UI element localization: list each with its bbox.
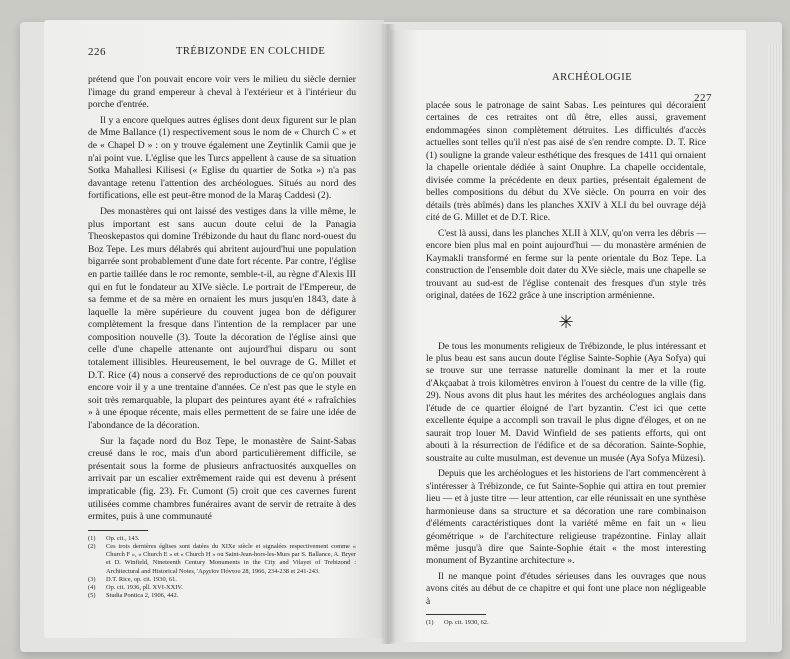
- footnote-text: Studia Pontica 2, 1906, 442.: [106, 592, 179, 600]
- footnote: [88, 592, 356, 600]
- footnote-text: Op. cit. 1936, pll. XVI-XXIV.: [106, 584, 183, 591]
- footnote: [88, 584, 356, 592]
- section-separator: ✳: [558, 311, 574, 332]
- footnote-rule: [88, 530, 148, 531]
- footnote-text: D.T. Rice, op. cit. 1930, 61.: [106, 575, 177, 583]
- paragraph: prétend que l'on pouvait encore voir vers le milieu du siècle dernier l'image du grand empereur à cheval à l'extérieur et à l'intérieur du porche d'entrée.: [88, 74, 356, 111]
- left-page-number: 226: [88, 46, 106, 58]
- footnote-text: Ces trois dernières églises sont datées du XIXe siècle et signalées respectivement comme « Church F », « Church E » et « Church H » ou Saint-Jean-hors-les-Murs par S. Ballance, A. Bryer et D. Winfield, Nineteenth Century Monuments in the City and Vilayet of Trebizond : Architectural and Historical Notes, 'Αρχεῖον Πόντου 28, 1966, 234-238 et 241-243.: [106, 542, 356, 575]
- paragraph: Il ne manque point d'études sérieuses dans les ouvrages que nous avons cités au début de ce chapitre et qui font une place non négligeable à: [426, 571, 706, 607]
- paragraph: Depuis que les archéologues et les historiens de l'art commencèrent à s'intéresser à Trébizonde, ce fut Sainte-Sophie qui attira en tout premier lieu — et à juste titre — leur attention, car elle réunissait en une synthèse harmonieuse dans sa structure et sa décoration une rare combinaison d'éléments caractéristiques dont la variété même en fait un « lieu géométrique » de l'architecture religieuse trapézontine. Finlay allait même jusqu'à dire que Sainte-Sophie était « the most interesting monument of Byzantine architecture ».: [426, 469, 706, 567]
- footnote-number: (3): [88, 575, 96, 583]
- footnote-number: (5): [88, 592, 96, 600]
- footnote: [88, 576, 356, 584]
- right-page-number: 227: [694, 92, 712, 104]
- footnote-rule: [426, 614, 486, 615]
- left-page-body: [88, 74, 356, 600]
- paragraph: Il y a encore quelques autres églises dont deux figurent sur le plan de Mme Ballance (1) respectivement sous le nom de « Church C » et de « Chapel D » : on y trouve également une Zeytinlik Camii que je n'ai point vue. L'église que les Turcs appellent à cause de sa situation Sotka Mahallesi Kilisesi (« Eglise du quartier de Sotka ») n'a pas davantage retenu l'attention des archéologues. Situés au nord des fortifications, elle est peut-être monod de la Maraş Caddesi (2).: [88, 114, 356, 202]
- footnote: [88, 535, 356, 543]
- footnote: [426, 619, 706, 627]
- paragraph: C'est là aussi, dans les planches XLII à XLV, qu'on verra les débris — encore bien plus mal en point aujourd'hui — du monastère arménien de Kaymakli transformé en ferme sur la pente orientale du Boz Tepe. La construction de l'ensemble doit dater du XVe siècle, mais une chapelle se trouvant au sud-est de l'église contenait des fresques d'un style très original, datées de 1622 grâce à une inscription arménienne.: [426, 228, 706, 302]
- footnote: [88, 543, 356, 576]
- paragraph: Sur la façade nord du Boz Tepe, le monastère de Saint-Sabas creusé dans le roc, mais d'un abord particulièrement difficile, se présentait sous la forme de plusieurs anfractuosités auxquelles on arrivait par un escalier extrêmement raide qui est devenu à présent impraticable (fig. 23). Fr. Cumont (5) croit que ces cavernes furent utilisées comme chambres funéraires avant de servir de retraite à des ermites, puis à une communauté: [88, 435, 356, 523]
- footnote-number: (2): [88, 542, 96, 550]
- left-running-head: TRÉBIZONDE EN COLCHIDE: [176, 46, 326, 57]
- footnote-number: (1): [88, 534, 96, 542]
- footnote-text: Op. cit., 143.: [106, 534, 140, 542]
- footnote-number: (4): [88, 584, 96, 591]
- paragraph: placée sous le patronage de saint Sabas. Les peintures qui décoraient certaines de ces retraites ont dû être, elles aussi, gravement endommagées sinon complètement détruites. Les difficultés d'accès actuelles sont telles qu'il n'est pas aisé de s'en rendre compte. D. T. Rice (1) souligne la grande valeur esthétique des fresques de 1411 qui ornaient la chapelle orientale dédiée à saint Onuphre. La chapelle occidentale, divisée comme la précédente en deux parties, présentait également de belles compositions du début du XVe siècle. On pourra en voir des détails (très abîmés) dans les planches XXIV à XLI du bel ouvrage déjà cité de G. Millet et de D.T. Rice.: [426, 101, 706, 224]
- right-running-head: ARCHÉOLOGIE: [552, 72, 633, 83]
- page-edges: [768, 44, 782, 624]
- footnote-text: Op. cit. 1930, 62.: [444, 619, 489, 627]
- paragraph: Des monastères qui ont laissé des vestiges dans la ville même, le plus important est sans aucun doute celui de la Panagia Theoskepastos qui domine Trébizonde du haut du flanc nord-ouest du Boz Tepe. Les murs délabrés qui abritent aujourd'hui une population bigarrée sont probablement d'une date fort récente. Par contre, l'église en partie taillée dans le roc remonte, semble-t-il, au règne d'Alexis III qui en fut le fondateur au XIVe siècle. Le portrait de l'Empereur, de sa femme et de sa mère en ornaient les murs jusqu'en 1843, date à laquelle la mère supérieure du couvent jugea bon de défigurer complètement la fresque dans l'intention de la remplacer par une composition nouvelle (3). Toute la décoration de l'église ainsi que celle d'une chapelle attenante ont aujourd'hui disparu ou sont totalement illisibles. Heureusement, le bel ouvrage de G. Millet et D.T. Rice (4) nous a conservé des reproductions de ce qu'on pouvait encore voir il y a une trentaine d'années. Ce n'est pas que le style en soit très remarquable, la plupart des peintures ayant été « rafraîchies » à une époque récente, mais elles permettent de se faire une idée de l'abondance de la décoration.: [88, 205, 356, 432]
- right-page-body: [426, 100, 706, 628]
- footnote-number: (1): [426, 619, 434, 627]
- paragraph: De tous les monuments religieux de Trébizonde, le plus intéressant et le plus beau est sans aucun doute l'église Sainte-Sophie (Aya Sofya) qui se trouve sur une terrasse naturelle dominant la mer et la route d'Akçaabat à trois kilomètres environ à l'ouest du centre de la ville (fig. 29). Nous avons dit plus haut les mérites des archéologues anglais dans l'étude de ce quartier éloigné de l'art byzantin. C'est ici que cette excellente équipe a accompli son travail le plus digne d'éloges, et on ne saurait trop louer M. David Winfield de ses patients efforts, qui ont abouti à la résurrection de l'édifice et de sa décoration. Sainte-Sophie, soustraite au culte musulman, est devenue un musée (Aya Sofya Müzesi).: [426, 341, 706, 464]
- book-gutter: [380, 24, 396, 644]
